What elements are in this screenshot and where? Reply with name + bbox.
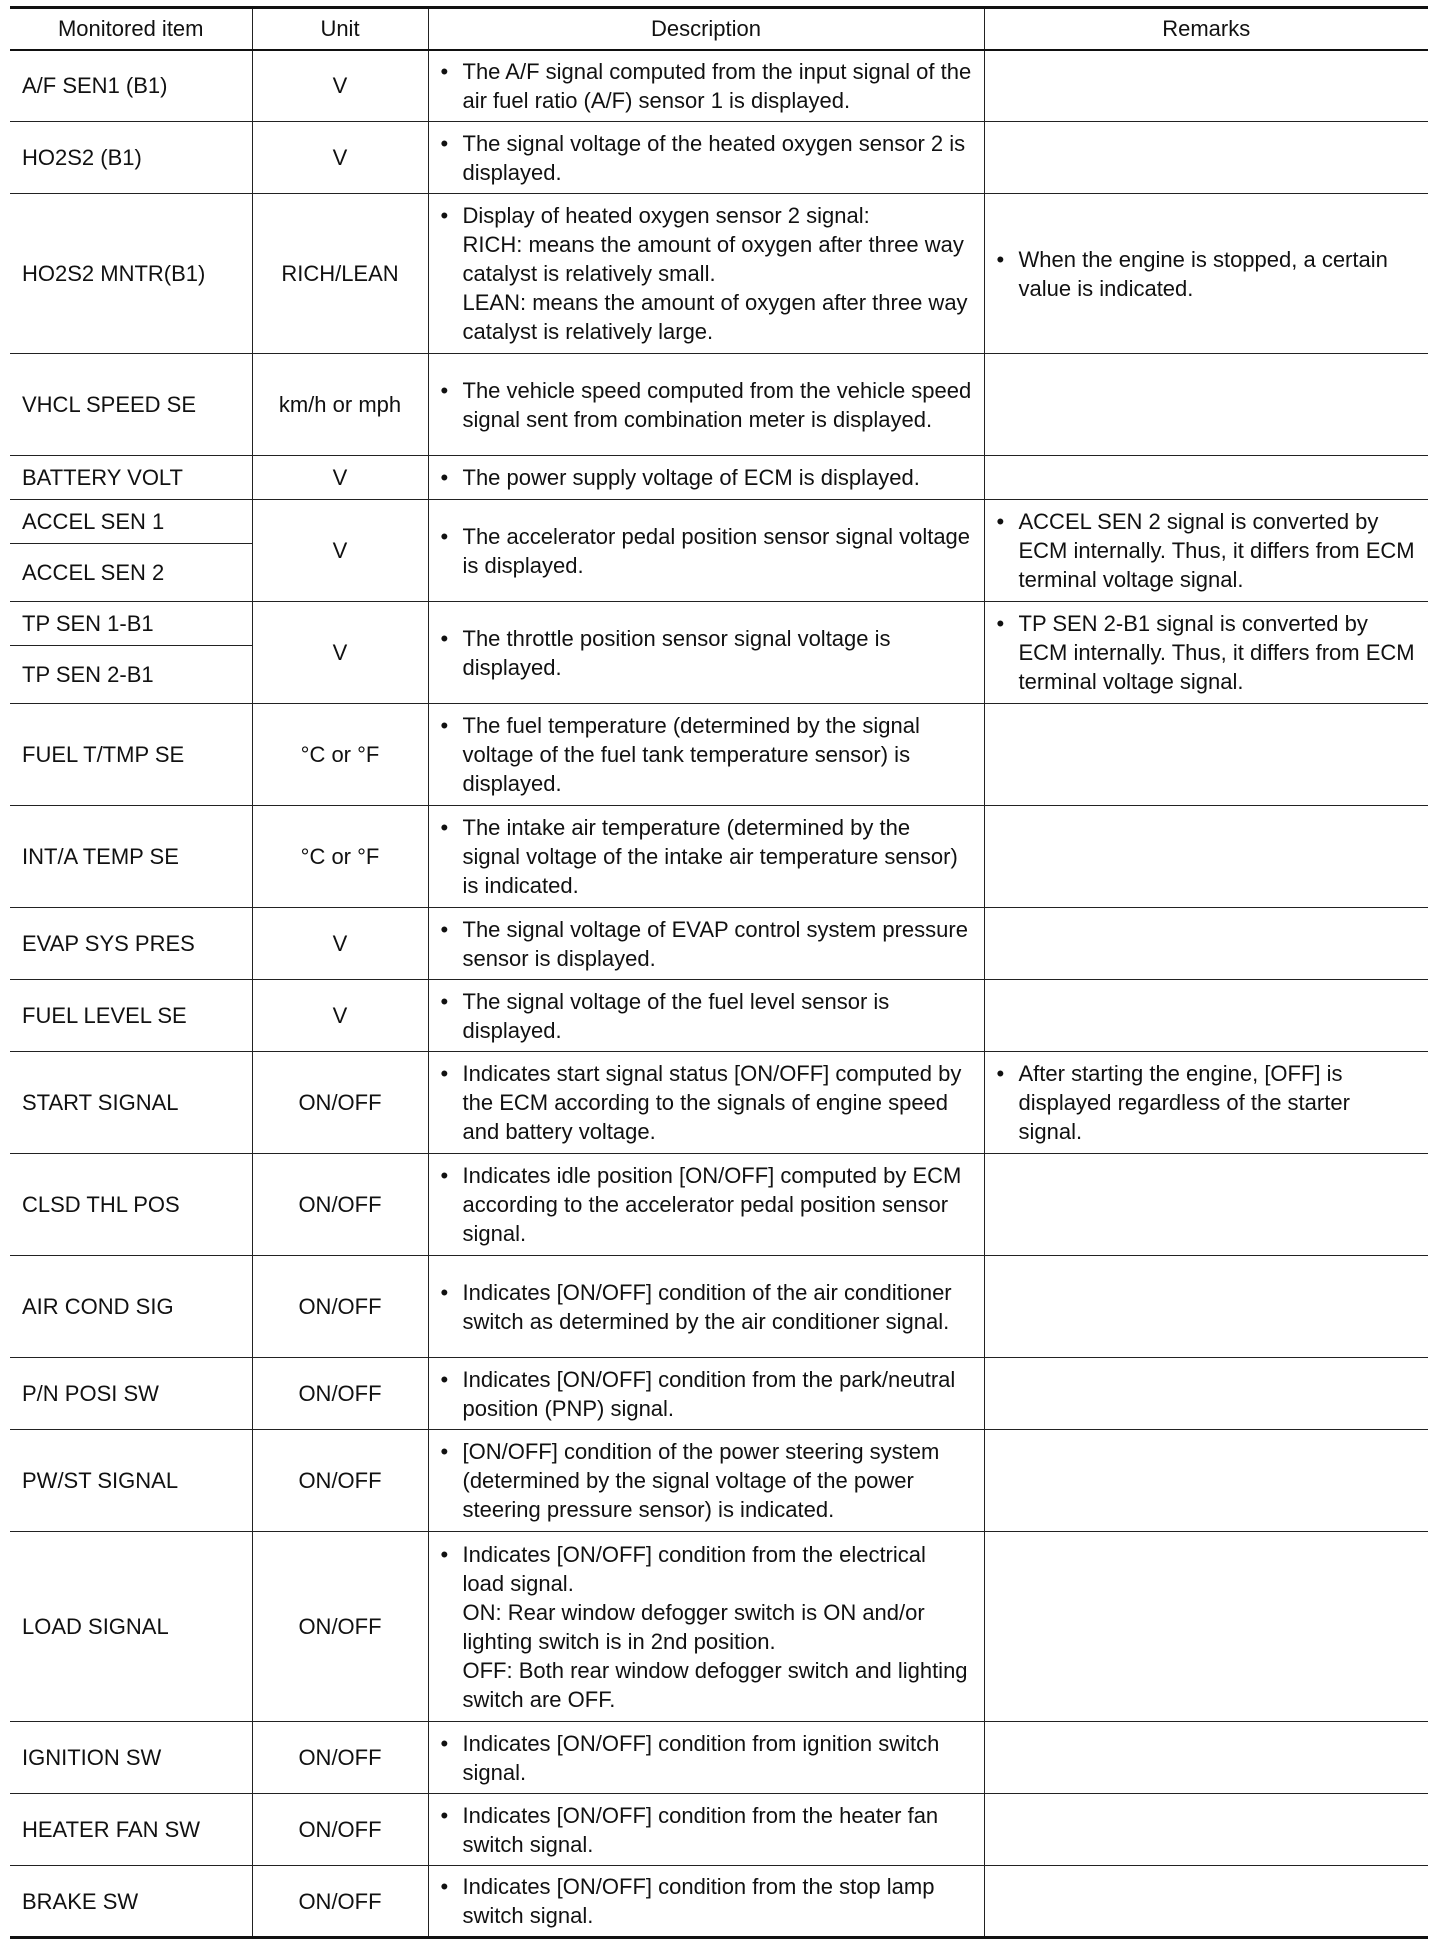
description-text <box>463 624 972 682</box>
unit-cell: ON/OFF <box>252 1358 428 1430</box>
table-body <box>10 50 1428 1938</box>
description-text <box>463 463 972 492</box>
description <box>441 1872 972 1930</box>
description-text <box>463 1801 972 1859</box>
remarks-cell <box>984 354 1428 456</box>
remarks-cell <box>984 806 1428 908</box>
description-text <box>463 376 972 434</box>
description-line: Indicates [ON/OFF] condition from the stop lamp switch signal. <box>462 1874 935 1928</box>
monitored-item-cell: TP SEN 2-B1 <box>10 646 252 704</box>
description <box>441 1437 972 1524</box>
description-text <box>463 915 972 973</box>
remark-text <box>1019 245 1417 303</box>
bullet-mark: • <box>440 1061 449 1086</box>
remarks-cell <box>984 1358 1428 1430</box>
remark-text <box>1019 507 1417 594</box>
monitored-item-cell: ACCEL SEN 2 <box>10 544 252 602</box>
description-text <box>463 201 972 346</box>
description <box>441 987 972 1045</box>
table-row <box>10 1794 1428 1866</box>
monitored-item-cell: FUEL LEVEL SE <box>10 980 252 1052</box>
description-cell <box>428 806 984 908</box>
remarks-cell <box>984 500 1428 602</box>
table-row <box>10 194 1428 354</box>
monitored-item-cell: LOAD SIGNAL <box>10 1532 252 1722</box>
bullet-mark: • <box>440 377 449 403</box>
monitored-item-cell: FUEL T/TMP SE <box>10 704 252 806</box>
description-cell <box>428 354 984 456</box>
table-row <box>10 980 1428 1052</box>
remarks-cell <box>984 1866 1428 1938</box>
monitor-item-table <box>10 6 1428 1939</box>
monitored-item-cell: INT/A TEMP SE <box>10 806 252 908</box>
bullet-mark: • <box>440 523 449 549</box>
bullet-mark: • <box>440 203 449 228</box>
monitored-item-cell: BATTERY VOLT <box>10 456 252 500</box>
table-row <box>10 908 1428 980</box>
description-line: Indicates [ON/OFF] condition from the heater fan switch signal. <box>462 1802 939 1857</box>
remark-line: TP SEN 2-B1 signal is converted by ECM internally. Thus, it differs from ECM terminal voltage signal. <box>1018 611 1415 694</box>
description-line: The signal voltage of EVAP control system pressure sensor is displayed. <box>462 916 968 971</box>
remark-line: When the engine is stopped, a certain value is indicated. <box>1018 246 1388 301</box>
monitored-item-cell: EVAP SYS PRES <box>10 908 252 980</box>
description <box>441 57 972 115</box>
unit-cell: V <box>252 500 428 602</box>
table-row <box>10 1430 1428 1532</box>
remark <box>997 609 1417 696</box>
monitored-item-cell: HO2S2 MNTR(B1) <box>10 194 252 354</box>
bullet-mark: • <box>440 713 449 738</box>
description-text <box>463 1437 972 1524</box>
description-line: The intake air temperature (determined by the signal voltage of the intake air temperature sensor) is indicated. <box>462 815 958 898</box>
bullet-mark: • <box>440 1874 449 1899</box>
unit-cell: V <box>252 122 428 194</box>
description-cell <box>428 122 984 194</box>
remark-line: After starting the engine, [OFF] is displayed regardless of the starter signal. <box>1018 1061 1350 1144</box>
table-row <box>10 1154 1428 1256</box>
table-row <box>10 456 1428 500</box>
monitored-item-cell: HEATER FAN SW <box>10 1794 252 1866</box>
unit-cell: ON/OFF <box>252 1430 428 1532</box>
unit-cell: V <box>252 602 428 704</box>
description-line: Indicates [ON/OFF] condition of the air conditioner switch as determined by the air conditioner signal. <box>462 1279 952 1334</box>
remarks-cell <box>984 1430 1428 1532</box>
bullet-mark: • <box>440 815 449 840</box>
description-cell <box>428 1154 984 1256</box>
unit-cell: ON/OFF <box>252 1794 428 1866</box>
header-description: Description <box>428 8 984 50</box>
unit-cell: °C or °F <box>252 704 428 806</box>
description-text <box>463 1872 972 1930</box>
remark <box>997 507 1417 594</box>
description-cell <box>428 1532 984 1722</box>
description-cell <box>428 1722 984 1794</box>
description <box>441 376 972 434</box>
bullet-mark: • <box>440 1439 449 1464</box>
description-line: The signal voltage of the fuel level sensor is displayed. <box>462 988 890 1043</box>
description <box>441 813 972 900</box>
description <box>441 1059 972 1146</box>
description-line: Indicates start signal status [ON/OFF] computed by the ECM according to the signals of engine speed and battery voltage. <box>462 1061 962 1144</box>
unit-cell: V <box>252 908 428 980</box>
bullet-mark: • <box>440 1163 449 1188</box>
description-text <box>463 1161 972 1248</box>
description-cell <box>428 1794 984 1866</box>
bullet-mark: • <box>996 611 1005 636</box>
remarks-cell <box>984 602 1428 704</box>
description-text <box>463 1365 972 1423</box>
description-cell <box>428 980 984 1052</box>
description-line: Indicates idle position [ON/OFF] computed by ECM according to the accelerator pedal position sensor signal. <box>462 1163 962 1246</box>
description <box>441 129 972 187</box>
description <box>441 201 972 346</box>
description-text <box>463 1729 972 1787</box>
monitored-item-cell: CLSD THL POS <box>10 1154 252 1256</box>
description <box>441 522 972 580</box>
table-row <box>10 806 1428 908</box>
description <box>441 624 972 682</box>
description-text <box>463 522 972 580</box>
table-row <box>10 704 1428 806</box>
bullet-mark: • <box>440 1366 449 1392</box>
description-text <box>463 1059 972 1146</box>
monitored-item-cell: ACCEL SEN 1 <box>10 500 252 544</box>
bullet-mark: • <box>996 1061 1005 1086</box>
remarks-cell <box>984 122 1428 194</box>
description-text <box>463 1540 972 1714</box>
remarks-cell <box>984 704 1428 806</box>
table-row <box>10 602 1428 646</box>
description <box>441 1540 972 1714</box>
remark-text <box>1019 609 1417 696</box>
monitored-item-cell: START SIGNAL <box>10 1052 252 1154</box>
description <box>441 1801 972 1859</box>
description-text <box>463 1278 972 1336</box>
unit-cell: V <box>252 456 428 500</box>
description-text <box>463 57 972 115</box>
description-line: The throttle position sensor signal voltage is displayed. <box>462 625 891 680</box>
description <box>441 711 972 798</box>
description-cell <box>428 908 984 980</box>
description <box>441 1729 972 1787</box>
description-line: The accelerator pedal position sensor signal voltage is displayed. <box>462 523 971 578</box>
description-cell <box>428 50 984 122</box>
remarks-cell <box>984 1052 1428 1154</box>
table-row <box>10 50 1428 122</box>
monitored-item-cell: P/N POSI SW <box>10 1358 252 1430</box>
remarks-cell <box>984 1154 1428 1256</box>
description-line: Indicates [ON/OFF] condition from the electrical load signal. <box>462 1541 926 1596</box>
description-line: The signal voltage of the heated oxygen sensor 2 is displayed. <box>462 130 966 185</box>
bullet-mark: • <box>440 988 449 1014</box>
bullet-mark: • <box>440 465 449 490</box>
remark-text <box>1019 1059 1417 1146</box>
remarks-cell <box>984 50 1428 122</box>
unit-cell: °C or °F <box>252 806 428 908</box>
description-cell <box>428 1866 984 1938</box>
remarks-cell <box>984 456 1428 500</box>
description-line: LEAN: means the amount of oxygen after three way catalyst is relatively large. <box>462 290 968 344</box>
table-row <box>10 1358 1428 1430</box>
bullet-mark: • <box>440 625 449 651</box>
description-cell <box>428 1052 984 1154</box>
remark-line: ACCEL SEN 2 signal is converted by ECM internally. Thus, it differs from ECM terminal voltage signal. <box>1018 509 1415 592</box>
unit-cell: ON/OFF <box>252 1866 428 1938</box>
header-unit: Unit <box>252 8 428 50</box>
table-row <box>10 1722 1428 1794</box>
table-row <box>10 500 1428 544</box>
unit-cell: RICH/LEAN <box>252 194 428 354</box>
remarks-cell <box>984 1256 1428 1358</box>
description-text <box>463 711 972 798</box>
remarks-cell <box>984 1794 1428 1866</box>
table-row <box>10 122 1428 194</box>
bullet-mark: • <box>440 58 449 84</box>
unit-cell: ON/OFF <box>252 1532 428 1722</box>
monitored-item-cell: IGNITION SW <box>10 1722 252 1794</box>
description-line: ON: Rear window defogger switch is ON and/or lighting switch is in 2nd position. <box>462 1599 925 1654</box>
monitored-item-cell: HO2S2 (B1) <box>10 122 252 194</box>
description-line: Indicates [ON/OFF] condition from ignition switch signal. <box>462 1730 940 1785</box>
description-cell <box>428 500 984 602</box>
remark <box>997 1059 1417 1146</box>
description <box>441 915 972 973</box>
table-header-row <box>10 8 1428 50</box>
description-line: RICH: means the amount of oxygen after three way catalyst is relatively small. <box>462 232 964 286</box>
bullet-mark: • <box>440 1802 449 1828</box>
bullet-mark: • <box>440 916 449 942</box>
description-line: The A/F signal computed from the input signal of the air fuel ratio (A/F) sensor 1 is displayed. <box>462 58 972 113</box>
description-cell <box>428 1430 984 1532</box>
table-row <box>10 354 1428 456</box>
table-row <box>10 1052 1428 1154</box>
description-text <box>463 129 972 187</box>
bullet-mark: • <box>996 246 1005 272</box>
description-line: [ON/OFF] condition of the power steering system (determined by the signal voltage of the power steering pressure sensor) is indicated. <box>462 1439 940 1522</box>
table-row <box>10 1256 1428 1358</box>
description-line: Display of heated oxygen sensor 2 signal: <box>462 203 870 228</box>
description-text <box>463 987 972 1045</box>
bullet-mark: • <box>440 1279 449 1305</box>
description <box>441 1278 972 1336</box>
table-row <box>10 1866 1428 1938</box>
remarks-cell <box>984 194 1428 354</box>
description-text <box>463 813 972 900</box>
description <box>441 1161 972 1248</box>
bullet-mark: • <box>996 509 1005 534</box>
unit-cell: V <box>252 980 428 1052</box>
header-remarks: Remarks <box>984 8 1428 50</box>
remark <box>997 245 1417 303</box>
bullet-mark: • <box>440 130 449 156</box>
monitored-item-cell: PW/ST SIGNAL <box>10 1430 252 1532</box>
monitored-item-cell: AIR COND SIG <box>10 1256 252 1358</box>
monitored-item-cell: BRAKE SW <box>10 1866 252 1938</box>
monitored-item-cell: VHCL SPEED SE <box>10 354 252 456</box>
description-line: Indicates [ON/OFF] condition from the park/neutral position (PNP) signal. <box>462 1366 956 1421</box>
remarks-cell <box>984 1532 1428 1722</box>
description-cell <box>428 1358 984 1430</box>
description-cell <box>428 1256 984 1358</box>
description <box>441 463 972 492</box>
remarks-cell <box>984 908 1428 980</box>
unit-cell: ON/OFF <box>252 1154 428 1256</box>
unit-cell: km/h or mph <box>252 354 428 456</box>
description-cell <box>428 194 984 354</box>
description <box>441 1365 972 1423</box>
header-monitored-item: Monitored item <box>10 8 252 50</box>
monitored-item-cell: A/F SEN1 (B1) <box>10 50 252 122</box>
bullet-mark: • <box>440 1541 449 1567</box>
remarks-cell <box>984 1722 1428 1794</box>
description-line: The fuel temperature (determined by the signal voltage of the fuel tank temperature sensor) is displayed. <box>462 713 920 796</box>
remarks-cell <box>984 980 1428 1052</box>
unit-cell: ON/OFF <box>252 1256 428 1358</box>
description-cell <box>428 456 984 500</box>
table-row <box>10 1532 1428 1722</box>
unit-cell: ON/OFF <box>252 1052 428 1154</box>
description-line: OFF: Both rear window defogger switch and lighting switch are OFF. <box>462 1657 968 1712</box>
bullet-mark: • <box>440 1730 449 1756</box>
description-cell <box>428 602 984 704</box>
unit-cell: V <box>252 50 428 122</box>
monitored-item-cell: TP SEN 1-B1 <box>10 602 252 646</box>
unit-cell: ON/OFF <box>252 1722 428 1794</box>
description-line: The vehicle speed computed from the vehicle speed signal sent from combination meter is displayed. <box>462 377 972 432</box>
description-line: The power supply voltage of ECM is displayed. <box>462 465 920 490</box>
description-cell <box>428 704 984 806</box>
